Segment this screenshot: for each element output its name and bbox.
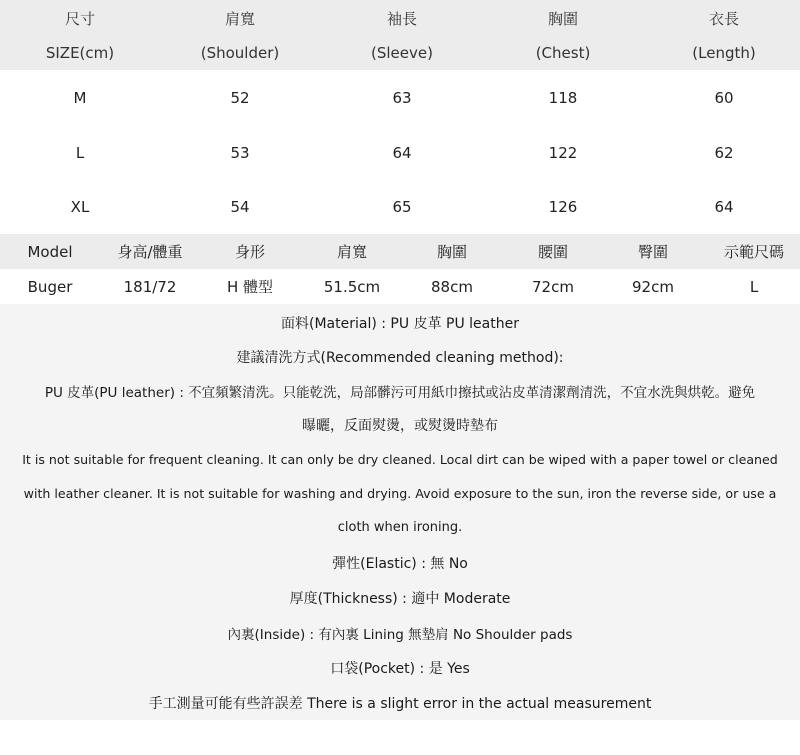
length-cell: 62 <box>714 143 734 162</box>
shoulder-cell: 52 <box>230 88 250 107</box>
size-header-zh-chest: 胸圍 <box>547 9 578 28</box>
thickness-line: 厚度(Thickness) : 適中 Moderate <box>289 591 511 607</box>
model-header-hip: 臀圍 <box>637 243 668 261</box>
model-header-height-weight: 身高/體重 <box>117 243 183 261</box>
product-info-section <box>0 304 800 720</box>
model-waist-cell: 72cm <box>532 277 574 296</box>
size-header-zh-sleeve: 袖長 <box>386 9 417 28</box>
size-header-en-shoulder: (Shoulder) <box>200 44 280 62</box>
size-cell: XL <box>70 198 90 216</box>
chest-cell: 126 <box>548 198 578 216</box>
length-cell: 60 <box>714 88 734 107</box>
size-cell: L <box>75 143 85 162</box>
size-header-en-size: SIZE(cm) <box>45 44 115 62</box>
model-header-shoulder: 肩寬 <box>336 243 367 261</box>
chest-cell: 122 <box>548 143 578 162</box>
model-header-sample-size: 示範尺碼 <box>723 243 784 261</box>
model-chest-cell: 88cm <box>431 277 473 296</box>
sleeve-cell: 63 <box>392 88 412 107</box>
model-sample-size-cell: L <box>749 277 759 296</box>
shoulder-cell: 53 <box>230 143 250 162</box>
cleaning-title: 建議清洗方式(Recommended cleaning method): <box>236 350 564 366</box>
model-header-body-type: 身形 <box>234 243 265 261</box>
size-header-en-chest: (Chest) <box>535 44 591 62</box>
size-header-en-sleeve: (Sleeve) <box>371 44 433 62</box>
cleaning-zh-line-2: 曝曬，反面熨燙，或熨燙時墊布 <box>302 418 498 434</box>
model-shoulder-cell: 51.5cm <box>323 277 381 296</box>
shoulder-cell: 54 <box>230 198 250 216</box>
model-table-row <box>0 269 800 304</box>
cleaning-zh-line-1: PU 皮革(PU leather) : 不宜頻繁清洗。只能乾洗，局部髒污可用紙巾擦拭或沾皮革清潔劑清洗，不宜水洗與烘乾。避免 <box>44 385 756 401</box>
size-table-row <box>0 180 800 234</box>
model-header-model: Model <box>27 242 73 261</box>
size-table-header <box>0 0 800 70</box>
inside-line: 內裏(Inside) : 有內裏 Lining 無墊肩 No Shoulder pads <box>227 627 573 643</box>
model-height-weight-cell: 181/72 <box>123 277 177 296</box>
model-header-chest: 胸圍 <box>436 243 467 261</box>
size-header-zh-size: 尺寸 <box>64 9 95 28</box>
pocket-line: 口袋(Pocket) : 是 Yes <box>330 661 470 677</box>
model-hip-cell: 92cm <box>632 277 674 296</box>
sleeve-cell: 64 <box>392 143 412 162</box>
model-body-type-cell: H 體型 <box>226 278 274 296</box>
length-cell: 64 <box>714 198 734 216</box>
size-header-zh-length: 衣長 <box>708 9 739 28</box>
chest-cell: 118 <box>548 88 578 107</box>
size-header-zh-shoulder: 肩寬 <box>224 9 255 28</box>
measurement-note: 手工測量可能有些許誤差 There is a slight error in the actual measurement <box>148 696 652 712</box>
size-header-en-length: (Length) <box>692 44 756 62</box>
size-table-row <box>0 70 800 125</box>
size-table-row <box>0 125 800 180</box>
cleaning-en-line-1: It is not suitable for frequent cleaning. It can only be dry cleaned. Local dirt can be wiped with a paper towel or cleaned <box>22 451 778 467</box>
cleaning-en-line-2: with leather cleaner. It is not suitable for washing and drying. Avoid exposure to the sun, iron the reverse side, or use a <box>23 485 777 501</box>
sleeve-cell: 65 <box>392 198 412 216</box>
model-name-cell: Buger <box>27 277 73 296</box>
size-cell: M <box>73 88 87 107</box>
cleaning-en-line-3: cloth when ironing. <box>337 519 463 535</box>
model-header-waist: 腰圍 <box>537 243 568 261</box>
material-line: 面料(Material) : PU 皮革 PU leather <box>281 316 519 332</box>
model-table-header <box>0 234 800 269</box>
elastic-line: 彈性(Elastic) : 無 No <box>332 556 468 572</box>
